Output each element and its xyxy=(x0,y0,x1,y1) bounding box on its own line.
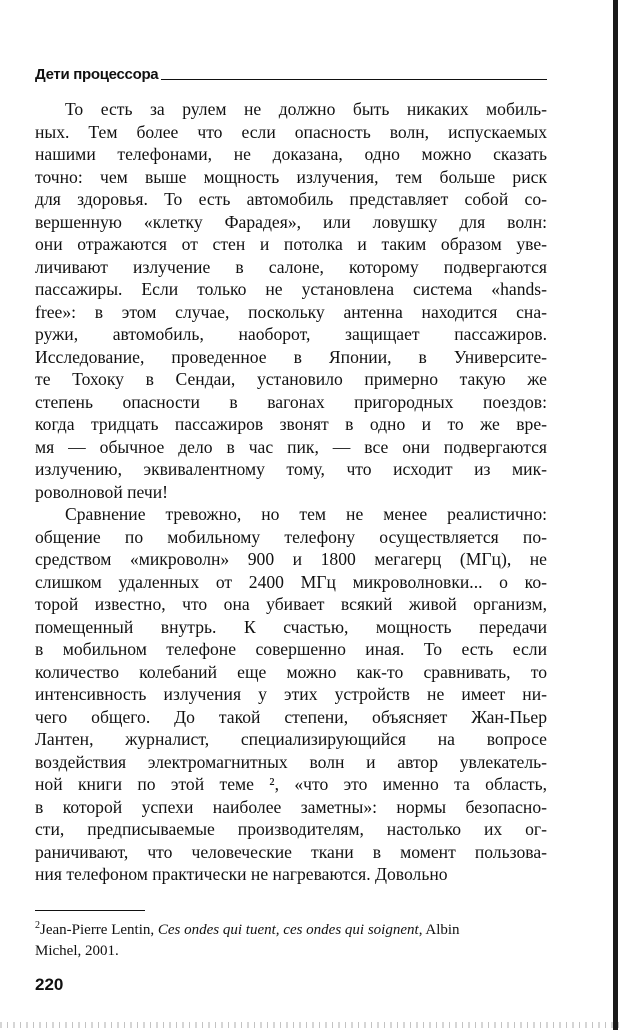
text-line: степень опасности в вагонах пригородных поездов: xyxy=(35,391,547,412)
text-line: free»: в этом случае, поскольку антенна находится сна- xyxy=(35,301,547,322)
footnote-line-2: Michel, 2001. xyxy=(35,943,119,959)
text-line: ния телефоном практически не нагреваются. Довольно xyxy=(35,864,448,884)
text-line: интенсивность излучения у этих устройств не имеет ни- xyxy=(35,684,547,704)
text-line: Исследование, проведенное в Японии, в Университе- xyxy=(35,346,547,367)
text-line: сти, предписываемые производителям, настолько их ог- xyxy=(35,819,547,839)
body-text xyxy=(35,98,547,886)
text-line: роволновой печи! xyxy=(35,481,169,502)
text-line: личивают излучение в салоне, которому подвергаются xyxy=(35,256,547,277)
text-line: ной книги по этой теме ², «что это именно та область, xyxy=(35,774,547,794)
text-line: мя — обычное дело в час пик, — все они подвергаются xyxy=(35,436,547,457)
book-title: Ces ondes qui tuent, ces ondes qui soignent xyxy=(157,922,419,938)
text-line: Сравнение тревожно, но тем не менее реалистично: xyxy=(65,504,547,524)
text-line: когда тридцать пассажиров звонят в одно и то же вре- xyxy=(35,414,547,434)
scan-artifact xyxy=(0,1022,620,1028)
text-line: точно: чем выше мощность излучения, тем больше риск xyxy=(35,166,547,187)
text-line: помещенный внутрь. К счастью, мощность передачи xyxy=(35,616,547,637)
text-line: ных. Тем более что если опасность волн, испускаемых xyxy=(35,121,547,142)
paragraph xyxy=(35,98,547,503)
text-line: количество колебаний еще можно как-то сравнивать, то xyxy=(35,661,547,682)
footnote xyxy=(35,915,547,962)
footnote-line-1 xyxy=(35,915,547,941)
page-edge-shadow xyxy=(613,0,618,1030)
text-line: для здоровья. То есть автомобиль представляет собой со- xyxy=(35,189,547,209)
text-line: общение по мобильному телефону осуществляется по- xyxy=(35,526,547,547)
text-line: они отражаются от стен и потолка и таким образом уве- xyxy=(35,234,547,254)
footnote-text-1: Jean-Pierre Lentin, Ces ondes qui tuent, ces ondes qui soignent, Albin xyxy=(40,922,460,938)
text-line: раничивают, что человеческие ткани в момент пользова- xyxy=(35,841,547,862)
text-line: нашими телефонами, не доказана, одно можно сказать xyxy=(35,144,547,164)
footnote-rule xyxy=(35,910,145,911)
header-rule xyxy=(161,79,547,80)
text-line: Лантен, журналист, специализирующийся на вопросе xyxy=(35,729,547,749)
text-line: те Тохоку в Сендаи, установило примерно такую же xyxy=(35,369,547,389)
text-line: торой известно, что она убивает всякий живой организм, xyxy=(35,594,547,614)
running-header-title: Дети процессора xyxy=(35,66,159,83)
footnote-marker: 2 xyxy=(35,920,40,931)
text-line: в которой успехи наиболее заметны»: нормы безопасно- xyxy=(35,796,547,817)
text-line: слишком удаленных от 2400 МГц микроволновки... о ко- xyxy=(35,571,547,592)
text-line: воздействия электромагнитных волн и автор увлекатель- xyxy=(35,751,547,772)
page-number: 220 xyxy=(35,975,64,994)
text-line: средством «микроволн» 900 и 1800 мегагерц (МГц), не xyxy=(35,549,547,569)
text-line: вершенную «клетку Фарадея», или ловушку для волн: xyxy=(35,211,547,232)
text-line: чего общего. До такой степени, объясняет Жан-Пьер xyxy=(35,706,547,727)
paragraph xyxy=(35,503,547,886)
text-line: ружи, автомобиль, наоборот, защищает пассажиров. xyxy=(35,324,547,344)
text-line: излучению, эквивалентному тому, что исходит из мик- xyxy=(35,459,547,479)
running-header xyxy=(35,66,547,83)
text-line: в мобильном телефоне совершенно иная. То есть если xyxy=(35,639,547,659)
text-line: пассажиры. Если только не установлена система «hands- xyxy=(35,279,547,299)
text-line: То есть за рулем не должно быть никаких мобиль- xyxy=(65,99,547,119)
